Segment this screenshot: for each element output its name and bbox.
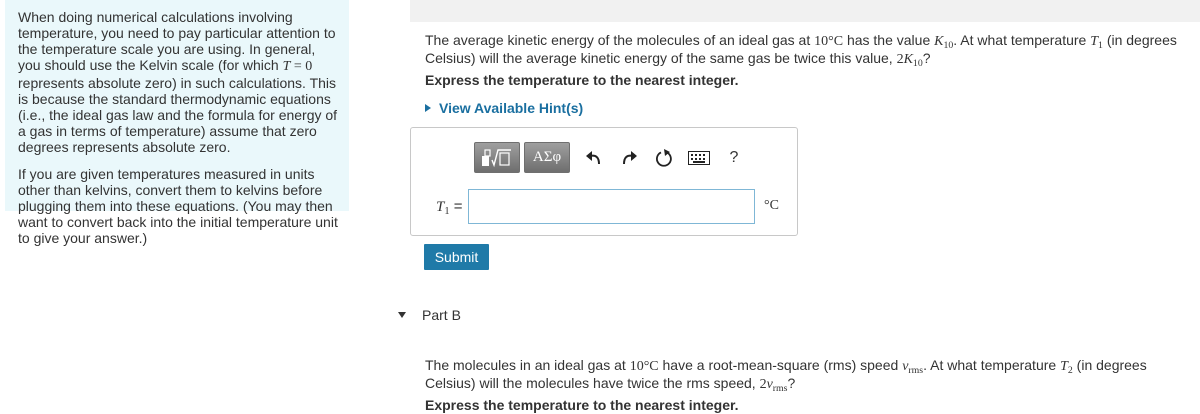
- math-toolbar: [474, 141, 745, 174]
- part-a-header-strip: [410, 0, 1200, 22]
- answer-variable-label: $T_1$ =: [436, 198, 463, 217]
- part-b-toggle[interactable]: [398, 307, 461, 323]
- info-paragraph-1: When doing numerical calculations involving temperature, you need to pay particular attention to the temperature scale you are using. In general, you should use the Kelvin scale (for which T = 0 represents absolute zero) in such calculations. This is because the standard thermodynamic equations (i.e., the ideal gas law and the formula for energy of a gas in terms of temperature) assume that zero degrees represents absolute zero.: [18, 9, 338, 155]
- part-b-label: Part B: [422, 307, 461, 323]
- answer-unit-label: °C: [764, 198, 779, 213]
- submit-button[interactable]: Submit: [424, 244, 489, 270]
- view-hints-link[interactable]: [425, 100, 583, 116]
- part-b-instruction: Express the temperature to the nearest integer.: [425, 397, 739, 413]
- templates-icon: [480, 147, 514, 169]
- templates-button[interactable]: [474, 142, 520, 173]
- part-a-instruction: Express the temperature to the nearest integer.: [425, 72, 739, 88]
- keyboard-icon[interactable]: [688, 147, 710, 169]
- answer-input[interactable]: [468, 189, 755, 224]
- math-var-T: T: [282, 59, 291, 74]
- view-hints-label: View Available Hint(s): [439, 100, 584, 116]
- undo-icon[interactable]: [583, 147, 605, 169]
- reset-icon[interactable]: [653, 147, 675, 169]
- redo-icon[interactable]: [618, 147, 640, 169]
- caret-down-icon: [398, 312, 406, 318]
- info-paragraph-2: If you are given temperatures measured in units other than kelvins, convert them to kelvins before plugging them into these equations. (You may then want to convert back into the initial temperature unit to give your answer.): [18, 166, 338, 246]
- help-button[interactable]: ?: [729, 148, 739, 166]
- info-panel: [5, 0, 349, 246]
- caret-right-icon: [425, 104, 431, 112]
- part-a-question: The average kinetic energy of the molecules of an ideal gas at 10°C has the value $K_{10}$. At what temperature $T_1$ (in degrees Celsius) will the average kinetic energy of the same gas be twice this value, $2K_{10}$?: [425, 32, 1177, 69]
- part-b-question: The molecules in an ideal gas at 10°C have a root-mean-square (rms) speed $v_{rms}$. At what temperature $T_2$ (in degrees Celsius) will the molecules have twice the rms speed, $2v_{rms}$?: [425, 357, 1147, 394]
- symbols-button[interactable]: ΑΣφ: [524, 142, 570, 173]
